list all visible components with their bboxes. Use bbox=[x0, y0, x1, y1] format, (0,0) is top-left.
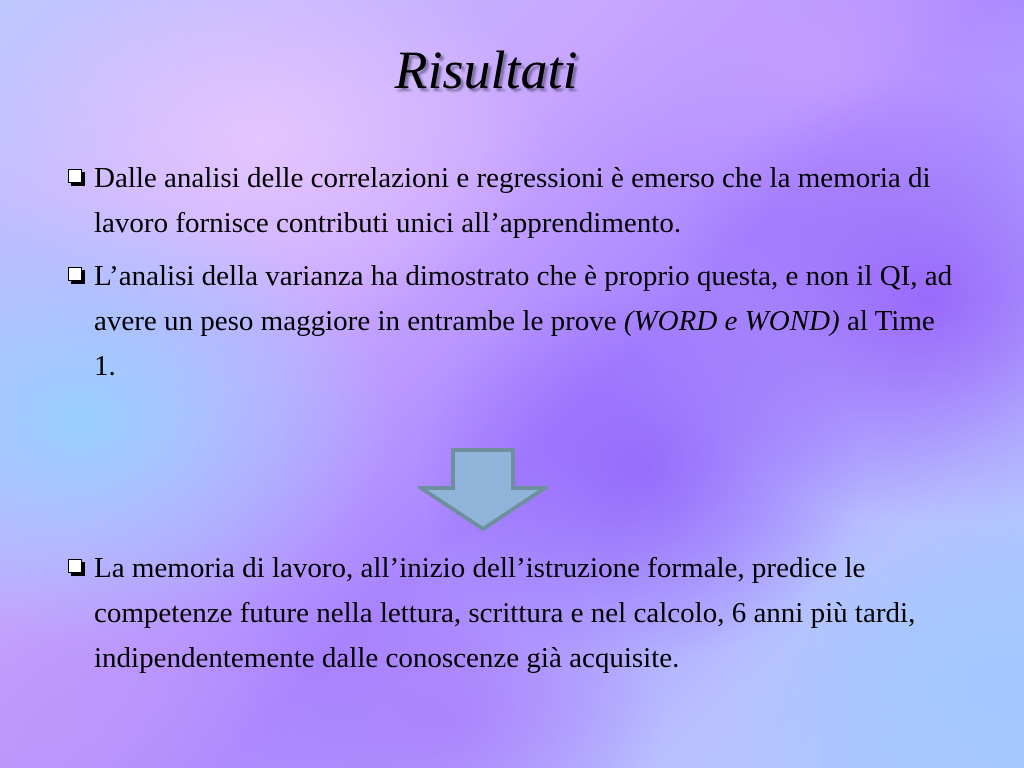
down-arrow-icon bbox=[418, 448, 548, 532]
bullet-item bbox=[60, 546, 960, 681]
bullet-item bbox=[60, 156, 960, 246]
slide-title: Risultati bbox=[394, 40, 578, 100]
checkbox-bullet-icon bbox=[68, 169, 82, 183]
bullet-text: Dalle analisi delle correlazioni e regressioni è emerso che la memoria di lavoro fornisce contributi unici all’apprendimento. bbox=[94, 162, 931, 239]
bullet-list-bottom bbox=[60, 546, 960, 689]
bullet-list-top bbox=[60, 156, 960, 397]
bullet-item bbox=[60, 254, 960, 389]
bullet-text-italic: (WORD e WOND) bbox=[623, 305, 840, 337]
checkbox-bullet-icon bbox=[68, 267, 82, 281]
bullet-text-tail: al Time 1. bbox=[94, 305, 935, 382]
bullet-text: L’analisi della varianza ha dimostrato che è proprio questa, e non il QI, ad avere un peso maggiore in entrambe le prove bbox=[94, 260, 953, 337]
down-arrow-shape bbox=[421, 450, 545, 529]
bullet-text: La memoria di lavoro, all’inizio dell’istruzione formale, predice le competenze future nella lettura, scrittura e nel calcolo, 6 anni più tardi, indipendentemente dalle conoscenze già acquisite. bbox=[94, 552, 916, 674]
checkbox-bullet-icon bbox=[68, 559, 82, 573]
